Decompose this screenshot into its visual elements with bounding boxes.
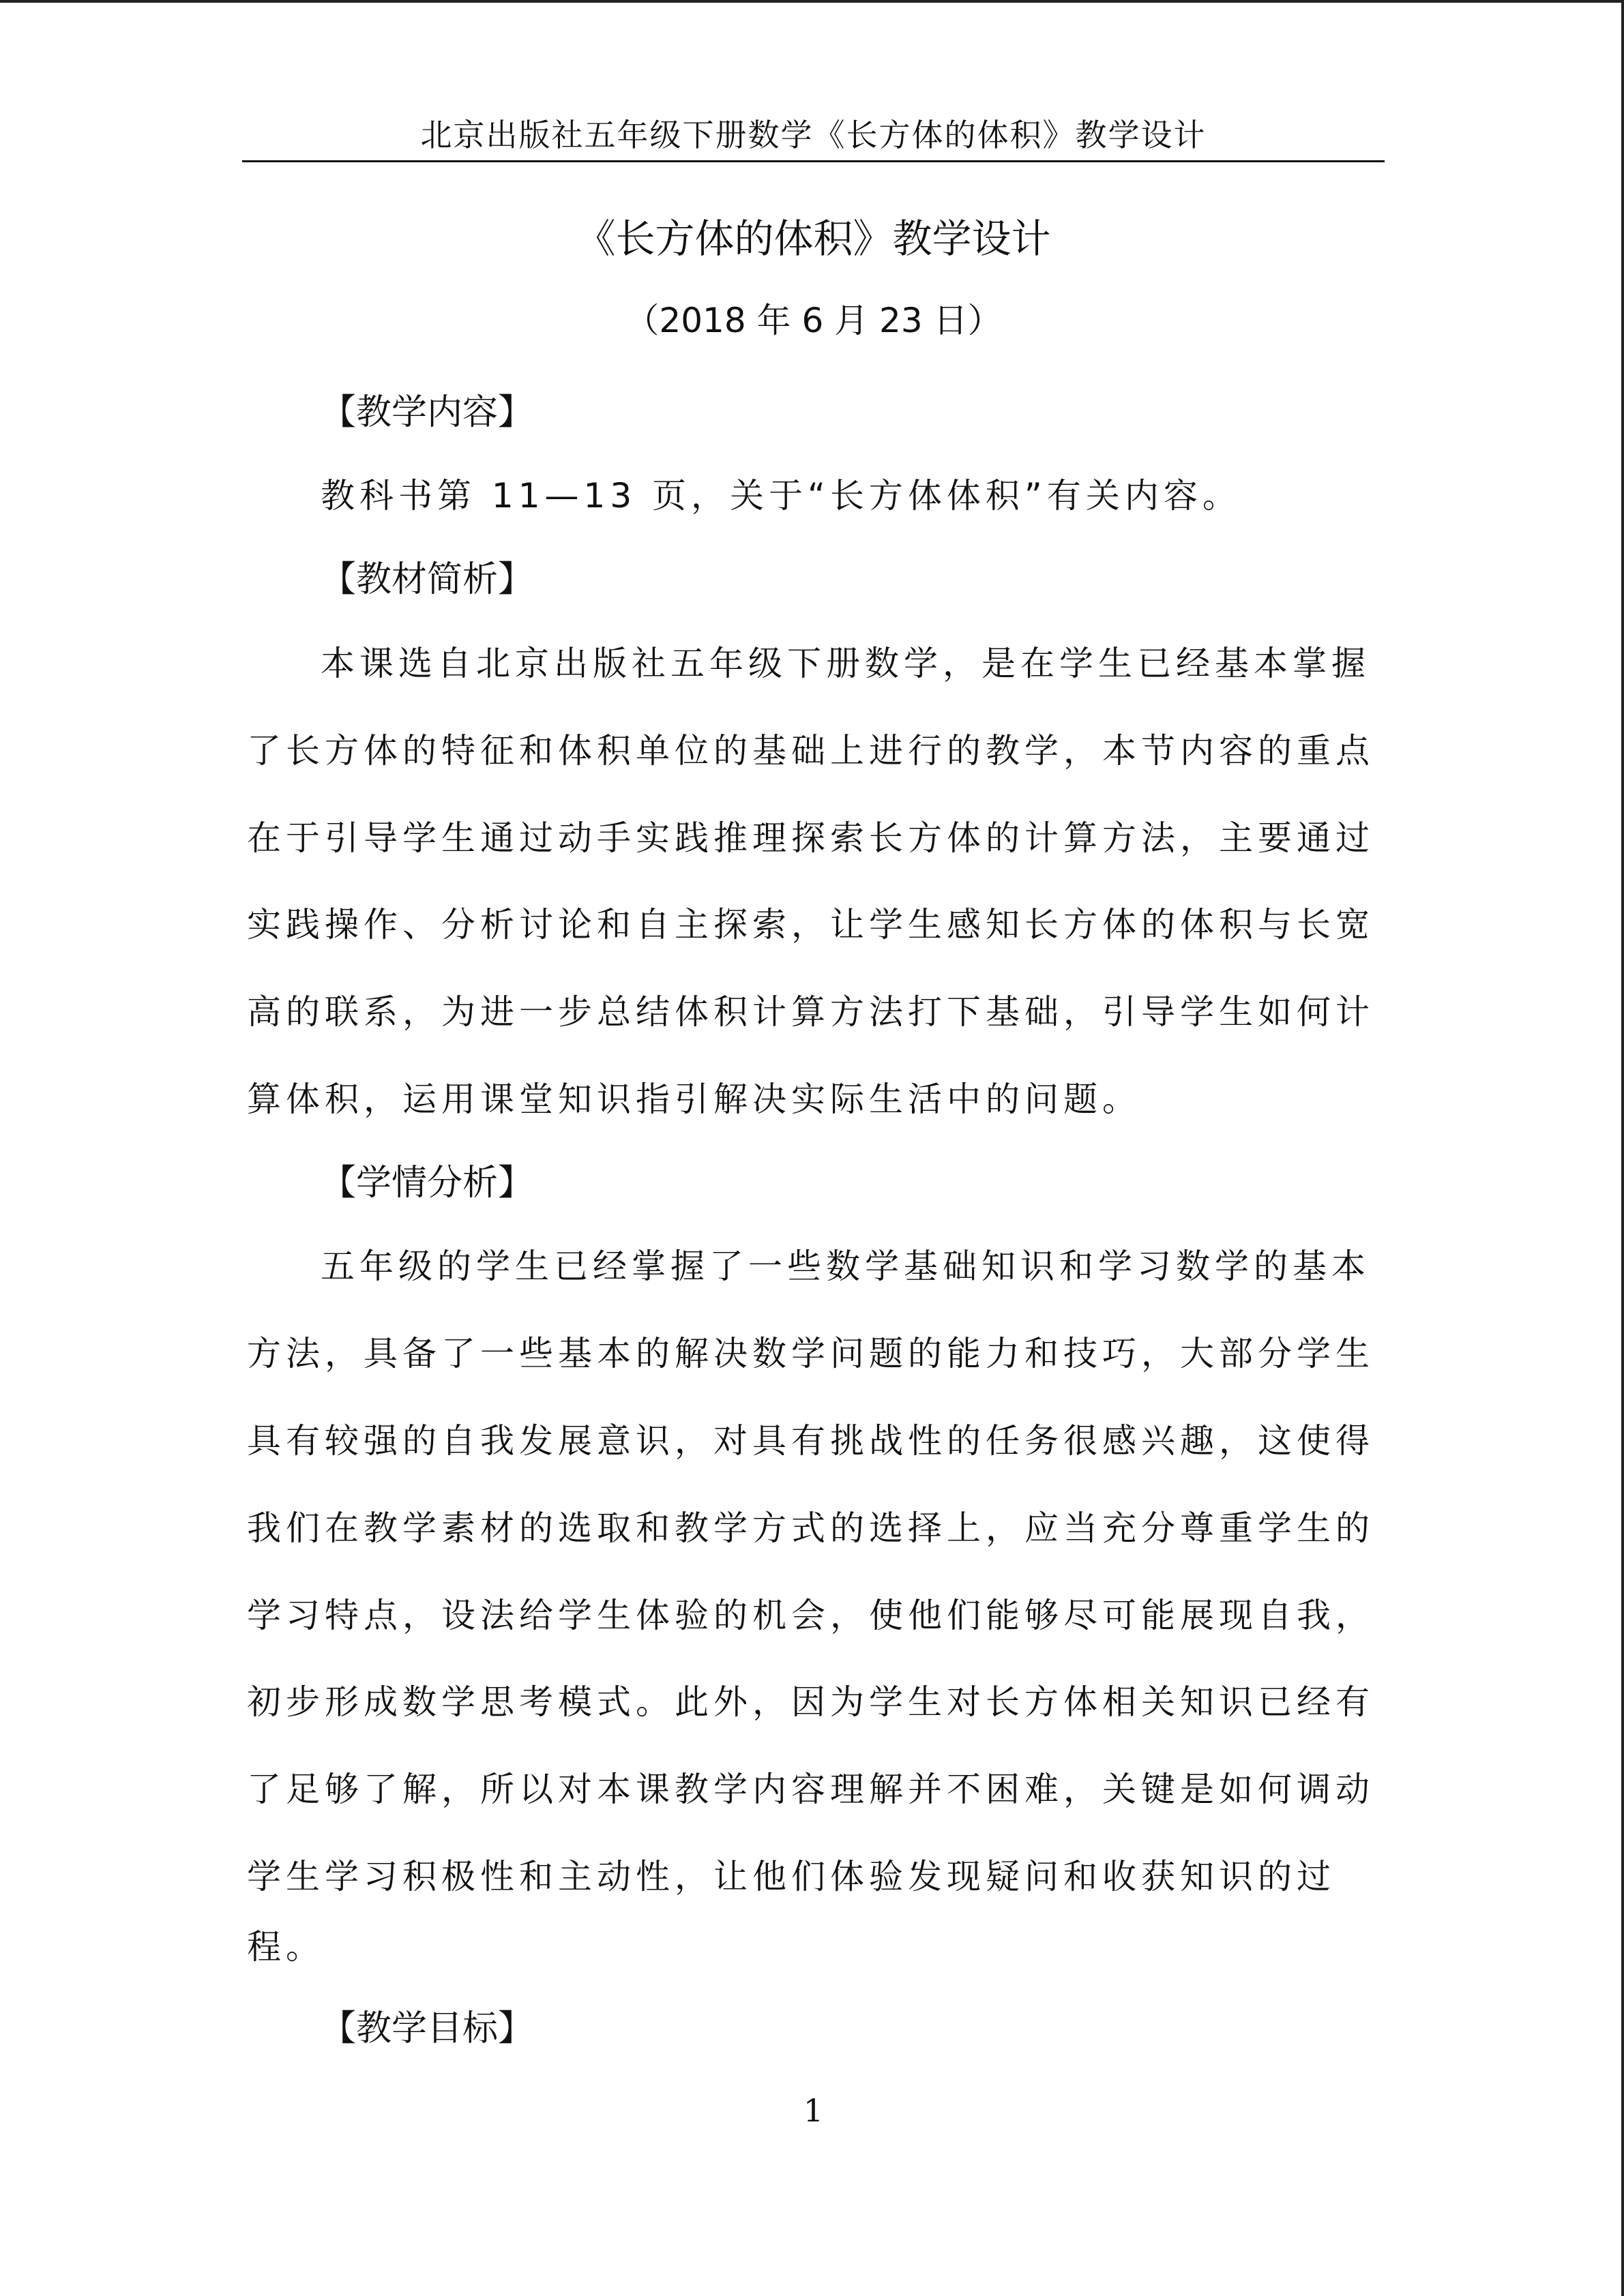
paragraph-line: 方法，具备了一些基本的解决数学问题的能力和技巧，大部分学生 (247, 1334, 1374, 1373)
section-heading-material-analysis: 【教材简析】 (321, 559, 534, 600)
page-border-right (1621, 0, 1624, 2296)
page-number: 1 (803, 2092, 824, 2129)
section-heading-student-analysis: 【学情分析】 (321, 1163, 534, 1204)
section-heading-content: 【教学内容】 (321, 392, 534, 433)
paragraph-line: 程。 (247, 1927, 325, 1967)
section-heading-objectives: 【教学目标】 (321, 2008, 534, 2049)
document-title: 《长方体的体积》教学设计 (576, 215, 1051, 262)
running-header: 北京出版社五年级下册数学《长方体的体积》教学设计 (420, 117, 1207, 153)
paragraph-line: 初步形成数学思考模式。此外，因为学生对长方体相关知识已经有 (247, 1682, 1374, 1722)
paragraph-line: 实践操作、分析讨论和自主探索，让学生感知长方体的体积与长宽 (247, 905, 1374, 944)
paragraph-line: 五年级的学生已经掌握了一些数学基础知识和学习数学的基本 (321, 1247, 1370, 1286)
paragraph-line: 了足够了解，所以对本课教学内容理解并不困难，关键是如何调动 (247, 1770, 1374, 1809)
paragraph-line: 我们在教学素材的选取和教学方式的选择上，应当充分尊重学生的 (247, 1508, 1374, 1548)
paragraph-line: 算体积，运用课堂知识指引解决实际生活中的问题。 (247, 1079, 1141, 1119)
paragraph-line: 在于引导学生通过动手实践推理探索长方体的计算方法，主要通过 (247, 818, 1374, 858)
paragraph-line: 教科书第 11—13 页，关于“长方体体积”有关内容。 (321, 476, 1241, 516)
paragraph-line: 高的联系，为进一步总结体积计算方法打下基础，引导学生如何计 (247, 992, 1374, 1032)
page-border-top (0, 0, 1624, 3)
paragraph-line: 学习特点，设法给学生体验的机会，使他们能够尽可能展现自我， (247, 1596, 1374, 1635)
paragraph-line: 了长方体的特征和体积单位的基础上进行的教学，本节内容的重点 (247, 731, 1374, 771)
paragraph-line: 本课选自北京出版社五年级下册数学，是在学生已经基本掌握 (321, 644, 1370, 683)
paragraph-line: 具有较强的自我发展意识，对具有挑战性的任务很感兴趣，这使得 (247, 1421, 1374, 1461)
header-rule (242, 160, 1385, 162)
document-date: （2018 年 6 月 23 日） (625, 301, 1002, 340)
paragraph-line: 学生学习积极性和主动性，让他们体验发现疑问和收获知识的过 (247, 1857, 1335, 1896)
